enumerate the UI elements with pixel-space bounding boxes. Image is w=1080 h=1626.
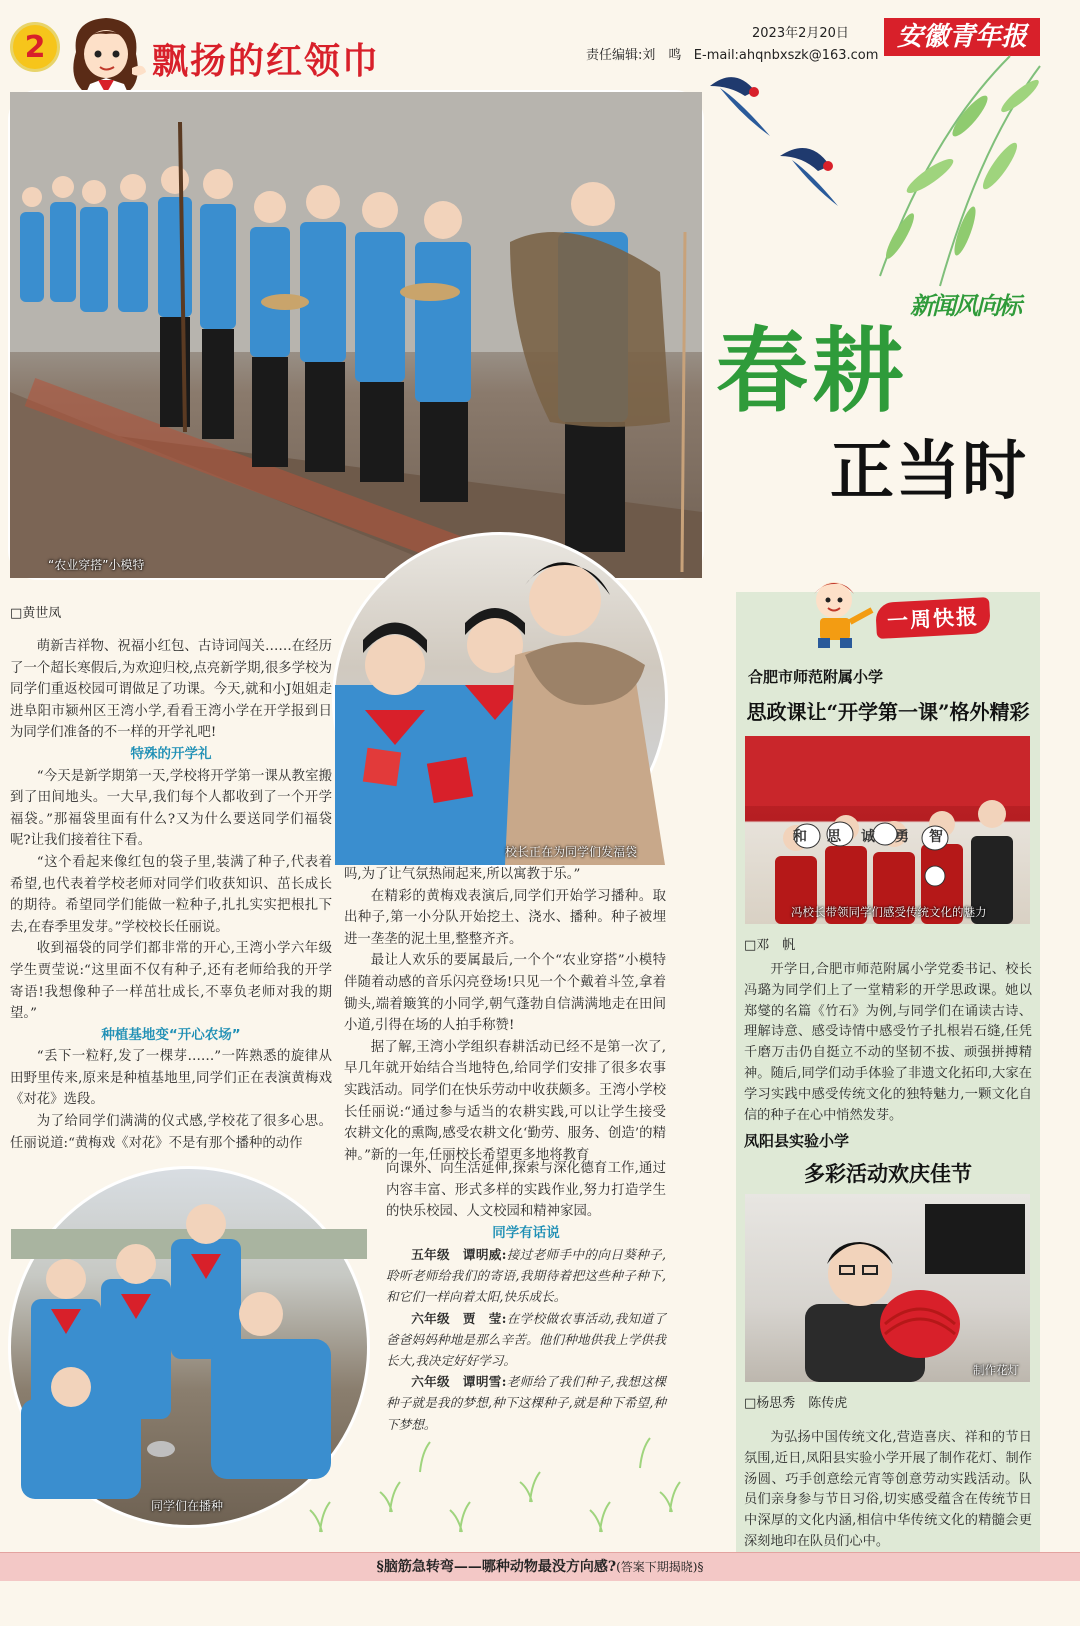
article-column-2 [344,864,666,1163]
paragraph: 在精彩的黄梅戏表演后,同学们开始学习播种。取出种子,第一小分队开始挖土、浇水、播种。种子被埋进一垄垄的泥土里,整整齐齐。 [344,888,666,947]
sidebar-boy-mascot-icon [800,570,880,650]
issue-date: 2023年2月20日 [752,26,849,41]
footer-note: (答案下期揭晓)§ [616,1560,704,1574]
paragraph: 收到福袋的同学们都非常的开心,王湾小学六年级学生贾莹说:“这里面不仅有种子,还有老师给我的开学寄语!我想像种子一样茁壮成长,不辜负老师对我的期望。” [10,941,332,1022]
subheading: 种植基地变“开心农场” [101,1026,241,1043]
sidebar-photo-lantern [745,1194,1030,1382]
subheading: 同学有话说 [492,1224,560,1241]
headline-secondary: 正当时 [830,435,1028,509]
editor-email: E-mail:ahqnbxszk@163.com [693,48,879,63]
paragraph: “这个看起来像红包的袋子里,装满了种子,代表着希望,也代表着学校老师对同学们收获知识、茁长成长的期待。希望同学们能做一粒种子,扎扎实实把根扎下去,在春季里发芽。”学校校长任丽说。 [10,854,332,935]
page-number-badge [10,22,60,72]
student-quote [386,1371,666,1435]
student-quote [386,1308,666,1372]
article-column-1 [10,636,332,1156]
sidebar-story2-headline: 多彩活动欢庆佳节 [804,1161,972,1186]
paragraph: 萌新吉祥物、祝福小红包、古诗词闯关……在经历了一个超长寒假后,为欢迎归校,点亮新学期,很多学校为同学们重返校园可谓做足了功课。今天,就和小J姐姐走进阜阳市颍州区王湾小学,看看王湾小学在开学报到日为同学们准备的不一样的开学礼吧! [10,639,332,741]
headline-primary: 春耕 [716,318,909,425]
article-column-2-continued [386,1158,666,1246]
quote-text: 老师给了我们种子,我想这棵种子就是我的梦想,种下这棵种子,就是种下希望,种下梦想。 [386,1374,666,1432]
quote-speaker: 五年级 谭明威: [411,1247,507,1262]
sidebar-photo-culture [745,736,1030,924]
student-quotes [386,1244,666,1430]
photo-principal-gifts [332,532,668,868]
swallows-willow-decoration [680,56,1060,286]
sidebar-story2-byline: □杨思秀 陈传虎 [744,1396,848,1411]
sidebar-story2-body [744,1428,1032,1553]
sidebar-story2-paragraph: 为弘扬中国传统文化,营造喜庆、祥和的节日氛围,近日,凤阳县实验小学开展了制作花灯、制作汤圆、巧手创意绘元宵等创意劳动实践活动。队员们亲身参与节日习俗,切实感受蕴含在传统节日中深厚的文化内涵,相信中华传统文化的精髓会更深刻地印在队员们心中。 [744,1430,1032,1549]
news-badge: 新闻风向标 [910,291,1020,320]
sidebar-story2-school: 凤阳县实验小学 [744,1132,850,1150]
paragraph-continued: 向课外、向生活延伸,探索与深化德育工作,通过内容丰富、形式多样的实践作业,努力打造学生的快乐校园、人文校园和精神家园。 [386,1161,666,1220]
subheading: 特殊的开学礼 [130,745,212,762]
sidebar-story1-byline: □邓 帆 [744,938,796,953]
page-number: 2 [24,29,46,65]
sidebar-photo1-board-text: 和思诚勇智 [793,829,963,845]
grass-decoration [300,1432,740,1542]
footer-riddle: §脑筋急转弯——哪种动物最没方向感? [376,1559,617,1575]
paragraph: “今天是新学期第一天,学校将开学第一课从教室搬到了田间地头。一大早,我们每个人都收到了一个开学福袋。”那福袋里面有什么?又为什么要送同学们福袋呢?让我们接着往下看。 [10,768,332,849]
sidebar-photo2-caption: 制作花灯 [973,1363,1019,1377]
paragraph: 为了给同学们满满的仪式感,学校花了很多心思。任丽说道:“黄梅戏《对花》不是有那个播种的动作 [10,1114,332,1151]
newspaper-name: 安徽青年报 [884,18,1040,56]
editor-name: 责任编辑:刘 鸣 [586,48,682,63]
quote-text: 接过老师手中的向日葵种子,聆听老师给我们的寄语,我期待着把这些种子种下,和它们一样向着太阳,快乐成长。 [386,1247,666,1305]
sidebar-story1-paragraph: 开学日,合肥市师范附属小学党委书记、校长冯璐为同学们上了一堂精彩的开学思政课。她以郑燮的名篇《竹石》为例,与同学们在诵读古诗、理解诗意、感受诗情中感受竹子扎根岩石缝,任凭千磨万击仍自挺立不动的坚韧不拔、顽强拼搏精神。随后,同学们动手体验了非遗文化拓印,大家在学习实践中感受传统文化的独特魅力,一颗文化自信的种子在心中悄然发芽。 [744,962,1032,1123]
sidebar-title-banner [875,597,991,639]
photo2-caption: 校长正在为同学们发福袋 [505,845,638,859]
quote-speaker: 六年级 贾 莹: [411,1310,507,1326]
paragraph: “丢下一粒籽,发了一棵芽……”一阵熟悉的旋律从田野里传来,原来是种植基地里,同学们正在表演黄梅戏《对花》选段。 [10,1049,332,1108]
photo3-caption: 同学们在播种 [151,1499,224,1513]
paragraph: 最让人欢乐的要属最后,一个个“农业穿搭”小模特伴随着动感的音乐闪亮登场!只见一个个戴着斗笠,拿着锄头,端着簸箕的小同学,朝气蓬勃自信满满地走在田间小道,引得在场的人拍手称赞! [344,953,666,1034]
paragraph: 据了解,王湾小学组织春耕活动已经不是第一次了,早几年就开始结合当地特色,给同学们安排了很多农事实践活动。同学们在快乐劳动中收获颇多。王湾小学校长任丽说:“通过参与适当的农耕实践,可以让学生接受农耕文化的熏陶,感受农耕文化‘勤劳、服务、创造’的精神。”新的一年,任丽校长希望更多地将教育 [344,1039,666,1163]
quote-text: 在学校做农事活动,我知道了爸爸妈妈种地是那么辛苦。他们种地供我上学供我长大,我决定好好学习。 [386,1310,666,1369]
photo-farming-models [8,90,704,580]
sidebar-title: 一周快报 [886,603,980,634]
section-title: 飘扬的红领巾 [152,40,381,82]
main-byline: □黄世凤 [10,606,62,621]
sidebar-story1-school: 合肥市师范附属小学 [748,668,884,686]
student-quote [386,1244,666,1308]
mascot-girl-icon [62,12,150,102]
paragraph-continued: 吗,为了让气氛热闹起来,所以寓教于乐。” [344,867,581,882]
sidebar-story1-body [744,960,1032,1126]
sidebar-story1-headline: 思政课让“开学第一课”格外精彩 [746,700,1030,724]
quote-speaker: 六年级 谭明雪: [411,1374,507,1390]
photo1-caption: “农业穿搭”小模特 [48,558,145,572]
sidebar-photo1-caption: 冯校长带领同学们感受传统文化的魅力 [791,905,987,919]
footer-bar [0,1552,1080,1581]
